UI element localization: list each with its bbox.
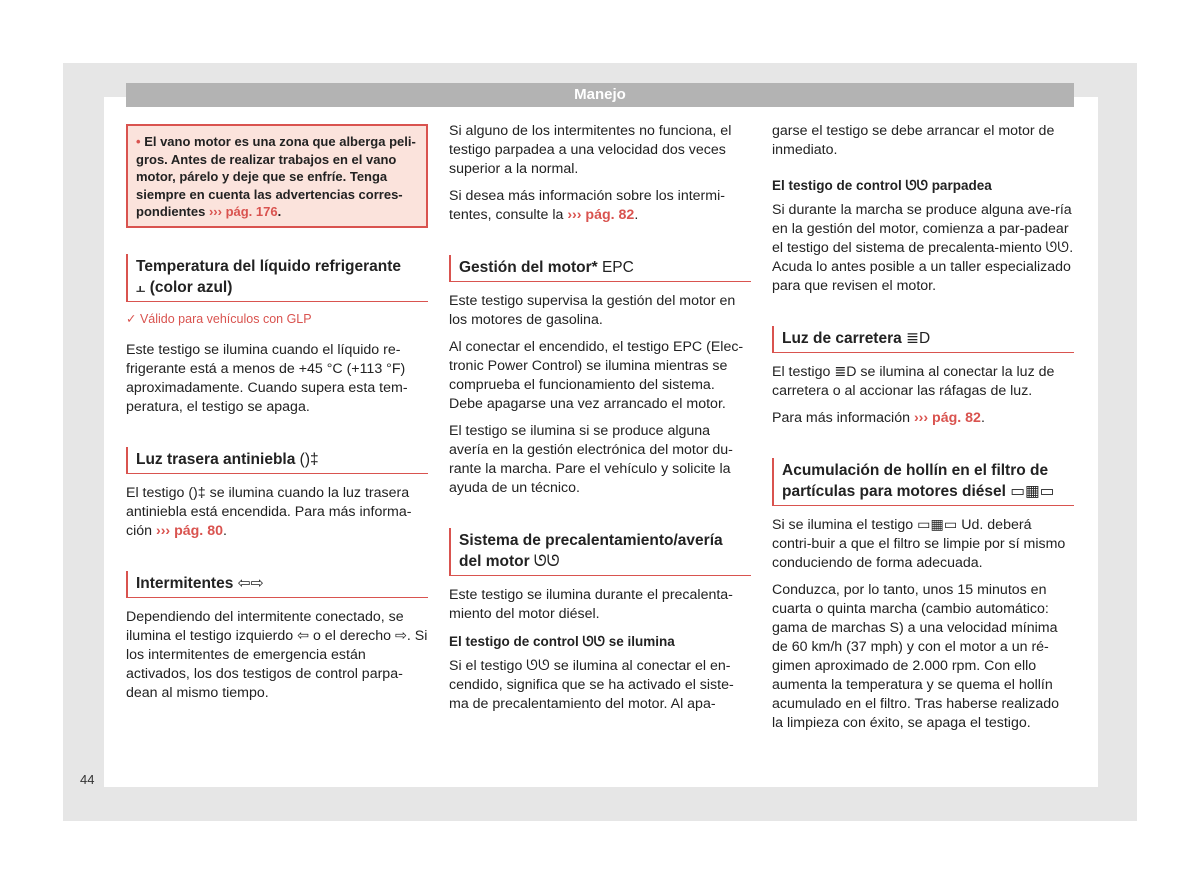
warning-page-ref[interactable]: ››› pág. 176 (208, 204, 278, 219)
heading-particulate-filter: Acumulación de hollín en el filtro de partículas para motores diésel ▭▦▭ (772, 458, 1074, 506)
heading-indicators: Intermitentes ⇦⇨ (126, 571, 428, 598)
glow-plug-icon: ᘎᘎ (905, 178, 928, 193)
indicators-paragraph: Dependiendo del intermitente conectado, se ilumina el testigo izquierdo ⇦ o el derecho ⇨. Si los intermitentes de emergencia están activados, los dos testigos de control parpa-dean al mismo tiempo. (126, 608, 428, 701)
dpf-paragraph-1: Si se ilumina el testigo ▭▦▭ Ud. deberá contri-buir a que el filtro se limpie por sí mismo conduciendo de forma adecuada. (772, 517, 1066, 571)
epc-icon: EPC (673, 339, 703, 355)
particulate-filter-icon: ▭▦▭ (917, 517, 958, 533)
high-beam-icon: ≣D (906, 330, 931, 347)
validity-note: ✓ Válido para vehículos con GLP (126, 311, 312, 326)
turn-right-icon: ⇨ (250, 574, 264, 592)
indicators-paragraph-2: Si alguno de los intermitentes no funciona, el testigo parpadea a una velocidad dos veces superior a la normal. (449, 123, 732, 177)
epc-paragraph-2: Al conectar el encendido, el testigo EPC (Elec-tronic Power Control) se ilumina mientras se comprueba el funcionamiento del sistema. Debe apagarse una vez arrancado el motor. (449, 339, 744, 412)
epc-icon: EPC (601, 259, 634, 276)
rear-fog-light-icon: ()‡ (299, 450, 319, 468)
heading-rear-fog: Luz trasera antiniebla ()‡ (126, 447, 428, 474)
turn-left-icon: ⇦ (297, 627, 310, 644)
turn-right-icon: ⇨ (395, 627, 407, 644)
glow-paragraph-3: garse el testigo se debe arrancar el motor de inmediato. (772, 123, 1055, 158)
coolant-temperature-icon: ⫠ (136, 278, 146, 296)
high-beam-page-ref[interactable]: ››› pág. 82 (913, 410, 981, 426)
page-number: 44 (80, 772, 95, 787)
heading-glow-plug: Sistema de precalentamiento/avería del motor ᘎᘎ (449, 528, 751, 576)
particulate-filter-icon: ▭▦▭ (1010, 483, 1055, 500)
heading-coolant: Temperatura del líquido refrigerante ⫠ (color azul) (126, 254, 428, 302)
high-beam-paragraph-1: El testigo ≣D se ilumina al conectar la luz de carretera o al accionar las ráfagas de luz. (772, 364, 1055, 399)
glow-paragraph-4: Si durante la marcha se produce alguna ave-ría en la gestión del motor, comienza a par-padear el testigo del sistema de precalenta-miento ᘎᘎ. Acuda lo antes posible a un taller especializado para que revisen el motor. (772, 202, 1074, 294)
column-3 (772, 122, 1074, 741)
glow-paragraph-2: Si el testigo ᘎᘎ se ilumina al conectar el en-cendido, significa que se ha activado el siste-ma de precalentamiento del motor. Al apa- (449, 658, 734, 712)
heading-high-beam: Luz de carretera ≣D (772, 326, 1074, 353)
turn-left-icon: ⇦ (237, 574, 251, 592)
glow-plug-icon: ᘎᘎ (533, 553, 560, 570)
coolant-paragraph: Este testigo se ilumina cuando el líquido re-frigerante está a menos de +45 °C (+113 °F) aproximadamente. Cuando supera esta tem-peratura, el testigo se apaga. (126, 341, 408, 415)
glow-subheading-flashing: El testigo de control ᘎᘎ parpadea (772, 178, 992, 193)
dpf-paragraph-2: Conduzca, por lo tanto, unos 15 minutos en cuarta o quinta marcha (cambio automático: gama de marchas S) a una velocidad mínima de 60 km/h (37 mph) y con el motor a un ré-gimen aproximado de 2.000 rpm. Con ello aumenta la temperatura y se quema el hollín acumulado en el filtro. Tras haberse realizado la limpieza con éxito, se apaga el testigo. (772, 582, 1060, 731)
rear-fog-light-icon: ()‡ (188, 484, 206, 501)
epc-paragraph-1: Este testigo supervisa la gestión del motor en los motores de gasolina. (449, 293, 736, 328)
column-1 (126, 122, 428, 711)
indicators-paragraph-3: Si desea más información sobre los intermi-tentes, consulte la ››› pág. 82. (449, 188, 725, 223)
bullet-icon: • (136, 134, 141, 149)
rear-fog-page-ref[interactable]: ››› pág. 80 (155, 522, 223, 539)
warning-text: El vano motor es una zona que alberga peli-gros. Antes de realizar trabajos en el vano motor, párelo y deje que se enfríe. Tenga siempre en cuenta las advertencias corres-pondientes (136, 134, 416, 219)
rear-fog-paragraph: El testigo ()‡ se ilumina cuando la luz trasera antiniebla está encendida. Para más informa-ción ››› pág. 80. (126, 484, 412, 539)
glow-subheading-lit: El testigo de control ᘎᘎ se ilumina (449, 634, 675, 649)
heading-epc: Gestión del motor* EPC (449, 255, 751, 282)
section-header: Manejo (126, 83, 1074, 107)
glow-plug-icon: ᘎᘎ (582, 634, 605, 649)
glow-plug-icon: ᘎᘎ (1045, 240, 1070, 256)
epc-paragraph-3: El testigo se ilumina si se produce alguna avería en la gestión electrónica del motor du-rante la marcha. Pare el vehículo y solicite la ayuda de un técnico. (449, 423, 733, 496)
high-beam-icon: ≣D (834, 364, 857, 380)
high-beam-paragraph-2: Para más información ››› pág. 82. (772, 410, 985, 426)
column-2 (449, 122, 751, 722)
indicators-page-ref[interactable]: ››› pág. 82 (567, 207, 635, 223)
glow-paragraph-1: Este testigo se ilumina durante el precalenta-miento del motor diésel. (449, 587, 733, 622)
warning-box: • El vano motor es una zona que alberga peli-gros. Antes de realizar trabajos en el vano motor, párelo y deje que se enfríe. Tenga siempre en cuenta las advertencias corres-pondientes ››› pág. 176. (126, 124, 428, 228)
glow-plug-icon: ᘎᘎ (526, 658, 550, 674)
